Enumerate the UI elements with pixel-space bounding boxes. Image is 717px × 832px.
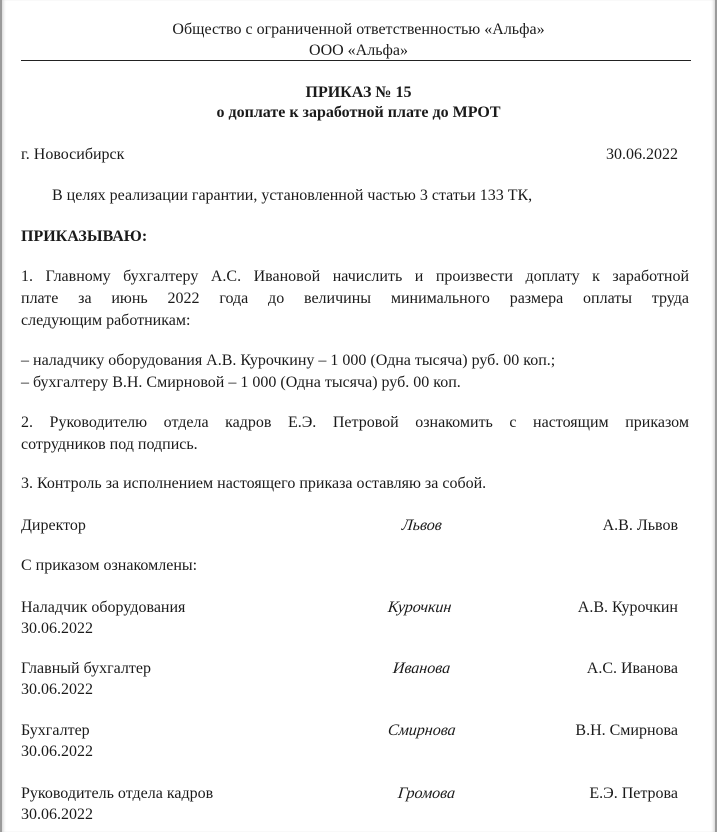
item-1-line-1: 1. Главному бухгалтеру А.С. Ивановой начислить и произвести доплату к заработной (21, 268, 689, 285)
order-number: ПРИКАЗ № 15 (305, 84, 412, 101)
item-2-line-2: сотрудников под подпись. (21, 436, 198, 453)
payment-line: – наладчику оборудования А.В. Курочкину – 1 000 (Одна тысяча) руб. 00 коп.; (21, 352, 556, 369)
order-word: ПРИКАЗЫВАЮ: (21, 228, 148, 245)
acquainted-label: С приказом ознакомлены: (21, 557, 198, 574)
acquainted-date: 30.06.2022 (21, 743, 93, 760)
acquainted-name: Е.Э. Петрова (589, 785, 678, 802)
item-1-line-2: плате за июнь 2022 года до величины минимального размера оплаты труда (21, 290, 689, 307)
acquainted-signature: Иванова (392, 660, 452, 677)
acquainted-name: В.Н. Смирнова (575, 722, 678, 739)
item-1-line-3: следующим работникам: (21, 312, 191, 329)
acquainted-position: Бухгалтер (21, 722, 90, 739)
acquainted-date: 30.06.2022 (21, 806, 93, 823)
acquainted-name: А.С. Иванова (586, 660, 678, 677)
acquainted-position: Наладчик оборудования (21, 599, 186, 616)
acquainted-position: Руководитель отдела кадров (21, 785, 214, 802)
director-signature: Львов (401, 517, 443, 534)
header-divider (21, 60, 691, 61)
item-3: 3. Контроль за исполнением настоящего приказа оставляю за собой. (21, 475, 487, 492)
acquainted-name: А.В. Курочкин (577, 599, 678, 616)
org-full-name: Общество с ограниченной ответственностью «Альфа» (172, 21, 545, 38)
org-short-name: ООО «Альфа» (309, 42, 408, 59)
item-2-line-1: 2. Руководителю отдела кадров Е.Э. Петровой ознакомить с настоящим приказом (21, 414, 689, 431)
order-subject: о доплате к заработной плате до МРОТ (216, 104, 501, 121)
acquainted-signature: Громова (397, 785, 456, 802)
director-name: А.В. Львов (602, 517, 678, 534)
acquainted-date: 30.06.2022 (21, 620, 93, 637)
acquainted-signature: Смирнова (387, 722, 457, 739)
preamble: В целях реализации гарантии, установленной частью 3 статьи 133 ТК, (52, 187, 533, 204)
acquainted-position: Главный бухгалтер (21, 660, 151, 677)
acquainted-signature: Курочкин (387, 599, 453, 616)
acquainted-date: 30.06.2022 (21, 681, 93, 698)
director-title: Директор (21, 517, 86, 534)
order-place: г. Новосибирск (21, 146, 125, 163)
payment-line: – бухгалтеру В.Н. Смирновой – 1 000 (Одна тысяча) руб. 00 коп. (21, 374, 461, 391)
order-date: 30.06.2022 (606, 146, 678, 163)
